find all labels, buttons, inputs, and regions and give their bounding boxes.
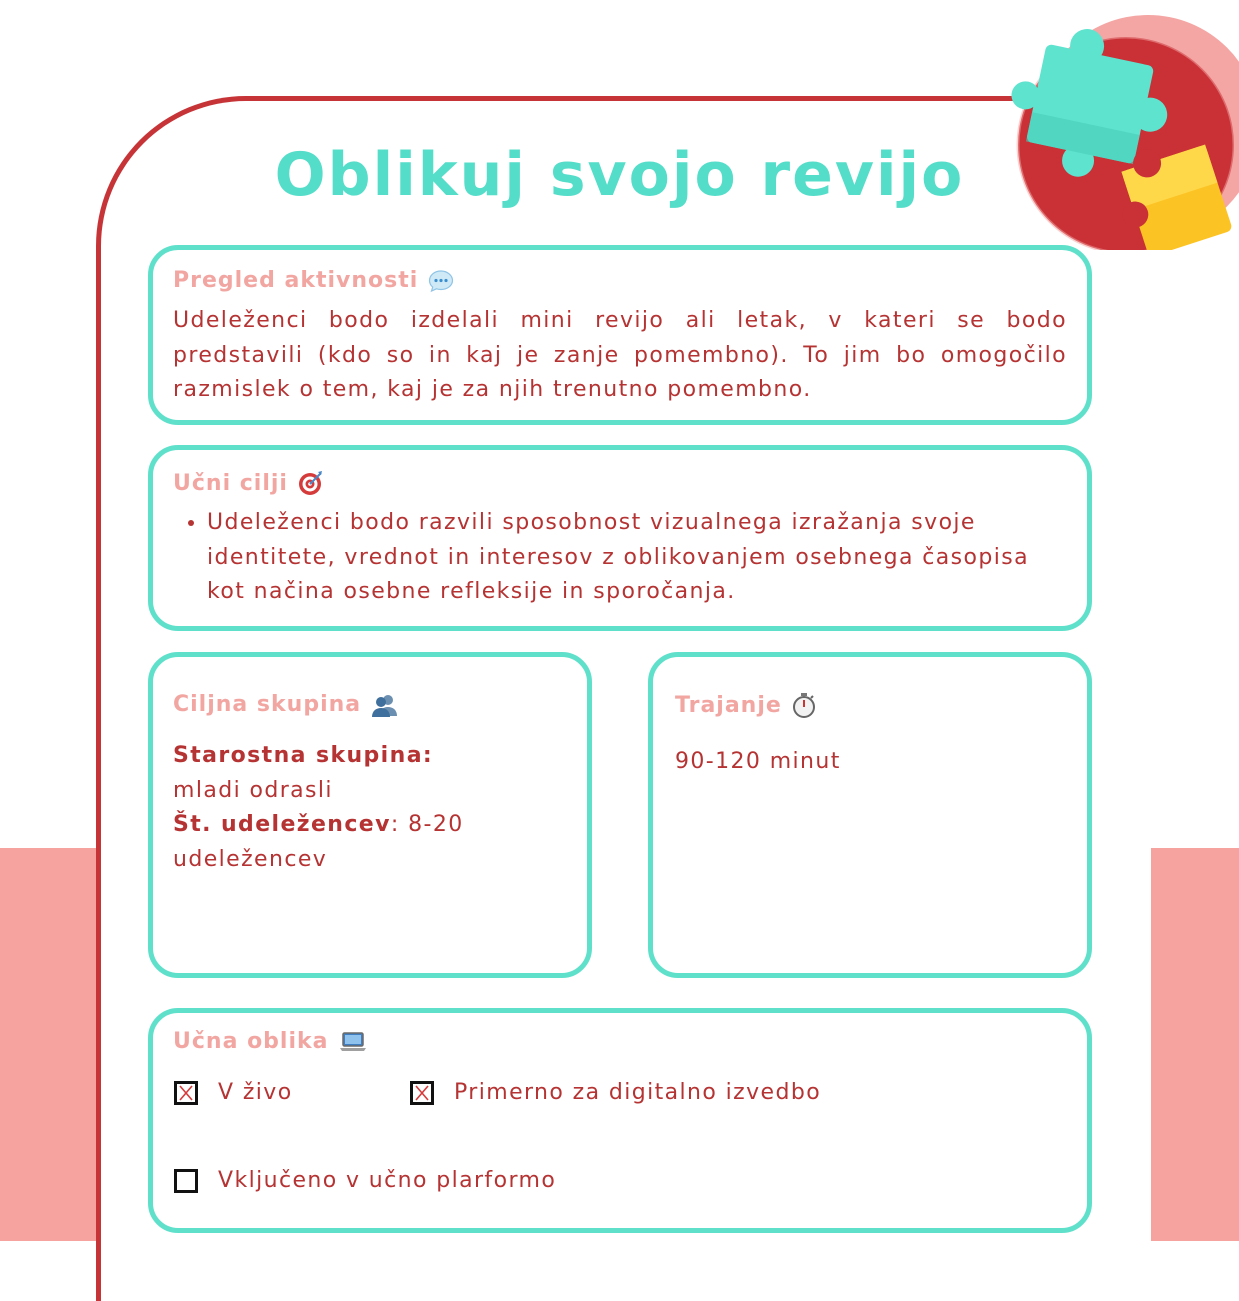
overview-heading-label: Pregled aktivnosti (173, 268, 419, 293)
duration-card (648, 652, 1092, 978)
learning-platform-checkbox[interactable] (174, 1169, 198, 1193)
list-item: • Udeleženci bodo razvili sposobnost vizualnega izražanja svoje identitete, vrednot in interesov z oblikovanjem osebnega časopisa kot načina osebne refleksije in sporočanja. (207, 506, 1075, 610)
digital-label: Primerno za digitalno izvedbo (454, 1080, 822, 1105)
option-digital[interactable] (410, 1076, 821, 1111)
duration-heading (675, 692, 1067, 718)
speech-bubble-icon (428, 269, 454, 293)
goals-card (148, 445, 1092, 631)
duration-value: 90-120 minut (675, 749, 841, 774)
participants-count-label: Št. udeležencev (173, 812, 391, 837)
duration-heading-label: Trajanje (675, 692, 782, 718)
digital-checkbox[interactable] (410, 1081, 434, 1105)
people-icon (371, 693, 399, 717)
format-heading-label: Učna oblika (173, 1029, 329, 1054)
format-heading (173, 1029, 1067, 1054)
learning-platform-label: Vključeno v učno plarformo (218, 1168, 557, 1193)
overview-card (148, 245, 1092, 425)
target-group-card (148, 652, 592, 978)
overview-text: Udeleženci bodo izdelali mini revijo ali letak, v kateri se bodo predstavili (kdo so in kaj je zanje pomembno). To jim bo omogočilo razmislek o tem, kaj je za njih trenutno pomembno. (173, 308, 1067, 402)
target-group-heading (173, 692, 567, 717)
page-title: Oblikuj svojo revijo (274, 140, 965, 210)
laptop-icon (339, 1031, 367, 1053)
participants-count-value: : 8-20 udeležencev (173, 812, 464, 872)
option-in-person[interactable] (174, 1076, 293, 1111)
puzzle-logo-icon (995, 15, 1239, 250)
goals-list (173, 506, 1075, 610)
in-person-checkbox[interactable] (174, 1081, 198, 1105)
stopwatch-icon (792, 692, 816, 718)
in-person-label: V živo (218, 1080, 293, 1105)
goals-heading (173, 470, 1075, 496)
target-icon (298, 470, 324, 496)
format-card (148, 1008, 1092, 1233)
goals-heading-label: Učni cilji (173, 470, 288, 496)
overview-heading (173, 268, 1067, 293)
option-learning-platform[interactable] (174, 1164, 556, 1199)
target-group-heading-label: Ciljna skupina (173, 692, 362, 717)
target-group-text (173, 739, 567, 877)
age-group-value: mladi odrasli (173, 777, 333, 803)
age-group-label: Starostna skupina: (173, 743, 434, 768)
